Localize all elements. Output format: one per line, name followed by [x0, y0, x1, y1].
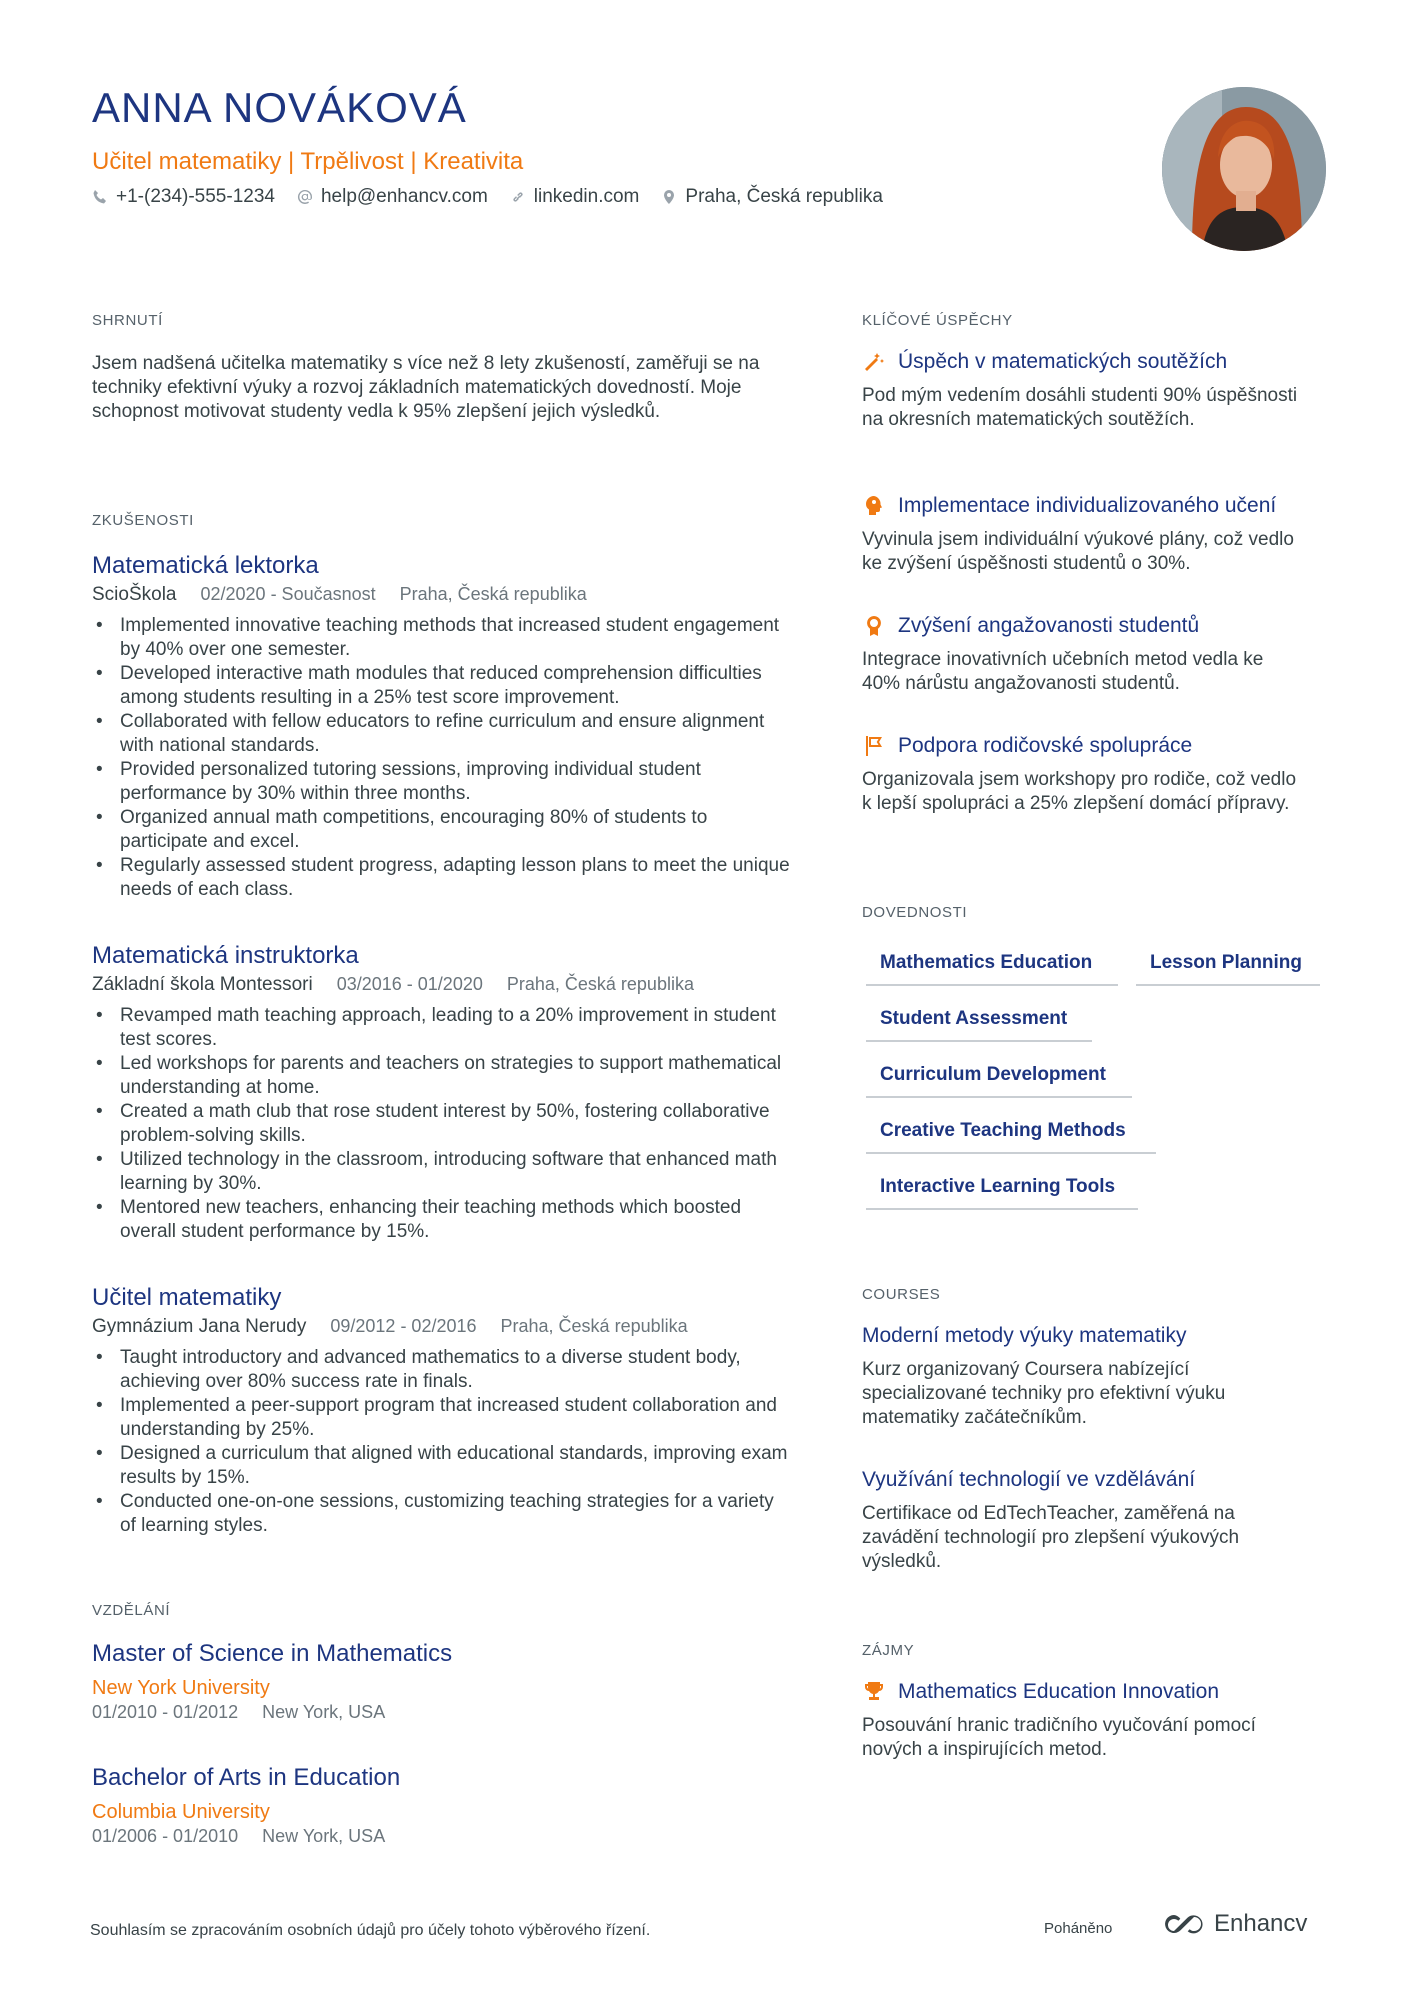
- at-icon: [297, 189, 313, 205]
- course-text: Certifikace od EdTechTeacher, zaměřená na zavádění technologií pro zlepšení výukových výsledků.: [862, 1503, 1240, 1572]
- contact-email[interactable]: help@enhancv.com: [297, 186, 488, 208]
- school-name: New York University: [92, 1677, 270, 1699]
- job-bullets: [92, 614, 792, 902]
- education-meta: [92, 1826, 385, 1847]
- achievement-title: Implementace individualizovaného učení: [862, 494, 1276, 518]
- education-location: New York, USA: [262, 1702, 386, 1722]
- course-title: Využívání technologií ve vzdělávání: [862, 1468, 1196, 1491]
- job-bullets: [92, 1346, 792, 1538]
- job-company: Gymnázium Jana Nerudy: [92, 1316, 307, 1337]
- job-bullets: [92, 1004, 792, 1244]
- brain-icon: [862, 494, 886, 518]
- education-section-title: VZDĚLÁNÍ: [92, 1602, 171, 1619]
- bullet-item: • Utilized technology in the classroom, introducing software that enhanced math learning by 30%.: [92, 1148, 792, 1196]
- job-dates: 02/2020 - Současnost: [200, 584, 376, 604]
- achievement-text: Integrace inovativních učebních metod vedla ke 40% nárůstu angažovanosti studentů.: [862, 649, 1264, 694]
- job-company: ScioŠkola: [92, 584, 177, 605]
- contact-phone: +1-(234)-555-1234: [92, 186, 275, 208]
- achievement-text: Vyvinula jsem individuální výukové plány, což vedlo ke zvýšení úspěšnosti studentů o 30%.: [862, 529, 1294, 574]
- course-text: Kurz organizovaný Coursera nabízející specializované techniky pro efektivní výuku matematiky začátečníkům.: [862, 1359, 1226, 1428]
- achievement-title: Podpora rodičovské spolupráce: [862, 734, 1192, 758]
- bullet-item: • Mentored new teachers, enhancing their teaching methods which boosted overall student performance by 15%.: [92, 1196, 792, 1244]
- job-meta: [92, 1316, 688, 1338]
- skill-tag: Mathematics Education: [866, 952, 1118, 986]
- courses-section-title: COURSES: [862, 1286, 941, 1303]
- location-pin-icon: [661, 189, 677, 205]
- skill-tag: Student Assessment: [866, 1008, 1092, 1042]
- contact-linkedin[interactable]: linkedin.com: [510, 186, 640, 208]
- medal-icon: [862, 614, 886, 638]
- bullet-item: • Created a math club that rose student interest by 50%, fostering collaborative problem-solving skills.: [92, 1100, 792, 1148]
- bullet-item: • Implemented innovative teaching methods that increased student engagement by 40% over one semester.: [92, 614, 792, 662]
- contact-bar: [92, 186, 883, 208]
- job-title: Matematická instruktorka: [92, 942, 359, 969]
- bullet-item: • Organized annual math competitions, encouraging 80% of students to participate and excel.: [92, 806, 792, 854]
- school-name: Columbia University: [92, 1801, 270, 1823]
- skills-section-title: DOVEDNOSTI: [862, 904, 968, 921]
- skill-tag: Interactive Learning Tools: [866, 1176, 1138, 1210]
- enhancv-logo-icon: [1162, 1911, 1206, 1937]
- skill-tag: Curriculum Development: [866, 1064, 1132, 1098]
- trophy-icon: [862, 1680, 886, 1704]
- link-icon: [510, 189, 526, 205]
- achievement-title: Úspěch v matematických soutěžích: [862, 350, 1227, 374]
- candidate-name: ANNA NOVÁKOVÁ: [92, 84, 467, 131]
- interest-title: Mathematics Education Innovation: [862, 1680, 1219, 1704]
- contact-location: Praha, Česká republika: [661, 186, 883, 208]
- summary-section-title: SHRNUTÍ: [92, 312, 163, 329]
- degree-title: Master of Science in Mathematics: [92, 1640, 453, 1667]
- job-dates: 03/2016 - 01/2020: [336, 974, 483, 994]
- education-dates: 01/2006 - 01/2010: [92, 1826, 239, 1846]
- portrait-icon: [1162, 87, 1326, 251]
- job-title: Matematická lektorka: [92, 552, 319, 579]
- flag-icon: [862, 734, 886, 758]
- achievement-text: Organizovala jsem workshopy pro rodiče, což vedlo k lepší spolupráci a 25% zlepšení domácí přípravy.: [862, 769, 1297, 814]
- phone-icon: [92, 189, 108, 205]
- brand-logo[interactable]: Enhancv: [1162, 1910, 1307, 1938]
- bullet-item: • Taught introductory and advanced mathematics to a diverse student body, achieving over 80% success rate in finals.: [92, 1346, 792, 1394]
- bullet-item: • Provided personalized tutoring sessions, improving individual student performance by 30% within three months.: [92, 758, 792, 806]
- bullet-item: • Developed interactive math modules that reduced comprehension difficulties among students resulting in a 25% test score improvement.: [92, 662, 792, 710]
- achievement-text: Pod mým vedením dosáhli studenti 90% úspěšnosti na okresních matematických soutěžích.: [862, 385, 1298, 430]
- degree-title: Bachelor of Arts in Education: [92, 1764, 401, 1791]
- skill-tag: Creative Teaching Methods: [866, 1120, 1156, 1154]
- course-title: Moderní metody výuky matematiky: [862, 1324, 1187, 1347]
- job-location: Praha, Česká republika: [399, 584, 587, 604]
- bullet-item: • Collaborated with fellow educators to refine curriculum and ensure alignment with national standards.: [92, 710, 792, 758]
- job-title: Učitel matematiky: [92, 1284, 282, 1311]
- achievement-title: Zvýšení angažovanosti studentů: [862, 614, 1199, 638]
- candidate-headline: Učitel matematiky | Trpělivost | Kreativita: [92, 148, 524, 175]
- bullet-item: • Revamped math teaching approach, leading to a 20% improvement in student test scores.: [92, 1004, 792, 1052]
- job-meta: [92, 974, 694, 996]
- powered-by-label: Poháněno: [1044, 1920, 1113, 1937]
- bullet-item: • Led workshops for parents and teachers on strategies to support mathematical understanding at home.: [92, 1052, 792, 1100]
- job-company: Základní škola Montessori: [92, 974, 313, 995]
- bullet-item: • Regularly assessed student progress, adapting lesson plans to meet the unique needs of each class.: [92, 854, 792, 902]
- interest-text: Posouvání hranic tradičního vyučování pomocí nových a inspirujících metod.: [862, 1715, 1256, 1760]
- job-location: Praha, Česká republika: [506, 974, 694, 994]
- education-location: New York, USA: [262, 1826, 386, 1846]
- bullet-item: • Conducted one-on-one sessions, customizing teaching strategies for a variety of learning styles.: [92, 1490, 792, 1538]
- bullet-item: • Designed a curriculum that aligned with educational standards, improving exam results by 15%.: [92, 1442, 792, 1490]
- job-location: Praha, Česká republika: [500, 1316, 688, 1336]
- bullet-item: • Implemented a peer-support program that increased student collaboration and understanding by 25%.: [92, 1394, 792, 1442]
- education-dates: 01/2010 - 01/2012: [92, 1702, 239, 1722]
- summary-text: Jsem nadšená učitelka matematiky s více než 8 lety zkušeností, zaměřuji se na techniky efektivní výuky a rozvoj základních matematických dovedností. Moje schopnost motivovat studenty vedla k 95% zlepšení jejich výsledků.: [92, 353, 760, 422]
- wand-icon: [862, 350, 886, 374]
- consent-note: Souhlasím se zpracováním osobních údajů pro účely tohoto výběrového řízení.: [90, 1922, 651, 1939]
- job-dates: 09/2012 - 02/2016: [330, 1316, 477, 1336]
- profile-photo: [1162, 87, 1326, 251]
- education-meta: [92, 1702, 385, 1723]
- interests-section-title: ZÁJMY: [862, 1642, 915, 1659]
- skill-tag: Lesson Planning: [1136, 952, 1320, 986]
- job-meta: [92, 584, 587, 606]
- achievements-section-title: KLÍČOVÉ ÚSPĚCHY: [862, 312, 1013, 329]
- experience-section-title: ZKUŠENOSTI: [92, 512, 194, 529]
